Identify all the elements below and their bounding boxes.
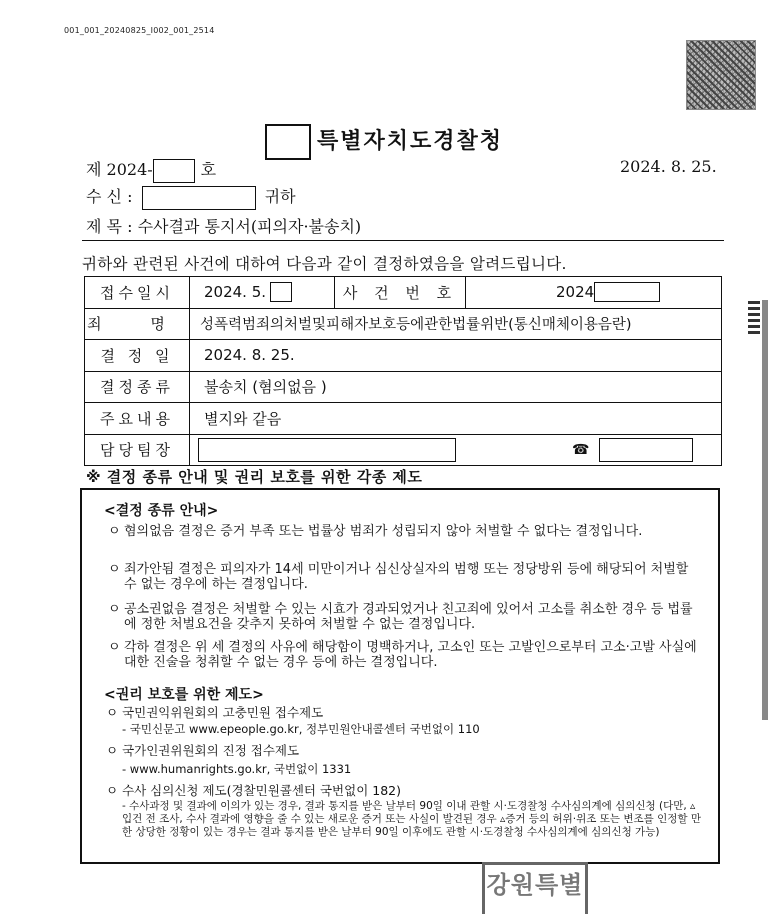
rights-detail: - www.humanrights.go.kr, 국번없이 1331 (122, 762, 352, 776)
divider (82, 240, 724, 241)
rights-detail: - 수사과정 및 결과에 이의가 있는 경우, 결과 통지를 받은 날부터 90일 이내 관할 시·도경찰청 수사심의계에 심의신청 (다만, ▵입건 전 조사, 수사 결과에 영향을 줄 수 있는 새로운 증거 또는 사실이 발견된 경우 ▵증거 등의 허위·위조 또는 변조를 인정할 만한 상당한 정황이 있는 경우는 결과 통지를 받은 날부터 90일 이후에도 관할 시·도경찰청 수사심의계에 심의신청 가능) (122, 800, 702, 838)
team-leader-label: 담당팀장 (85, 435, 190, 466)
document-id: 001_001_20240825_I002_001_2514 (64, 26, 215, 35)
notice-box (80, 488, 720, 864)
redacted-recipient (142, 186, 256, 210)
agency-name: 특별자치도경찰청 (316, 128, 504, 154)
case-no-label: 사 건 번 호 (335, 277, 466, 308)
qr-code (686, 40, 756, 110)
charge-label: 죄 명 (85, 309, 190, 340)
subject-line: 제 목 : 수사결과 통지서(피의자·불송치) (86, 217, 362, 236)
charge-value: 성폭력범죄의처벌및피해자보호등에관한법률위반(통신매체이용음란) (200, 317, 632, 334)
redacted-team-leader (198, 438, 456, 462)
document-date: 2024. 8. 25. (620, 157, 717, 176)
redacted-number (153, 159, 195, 183)
decision-type-value: 불송치 (혐의없음 ) (204, 378, 327, 397)
decision-date-label: 결 정 일 (85, 340, 190, 371)
scan-edge (762, 300, 768, 720)
case-no-value: 2024 (556, 283, 595, 302)
decision-type-label: 결정종류 (85, 372, 190, 403)
guide-title: <결정 종류 안내> (104, 503, 219, 519)
recipient-line: 수 신 : 귀하 (86, 184, 296, 210)
main-content-label: 주요내용 (85, 403, 190, 434)
received-value: 2024. 5. (204, 283, 267, 302)
table-row (85, 372, 721, 404)
main-content-value: 별지와 같음 (204, 409, 282, 428)
notice-heading: ※ 결정 종류 안내 및 권리 보호를 위한 각종 제도 (86, 468, 423, 486)
guide-item: ㅇ 죄가안됨 결정은 피의자가 14세 미만이거나 심신상실자의 범행 또는 정당방위 등에 해당되어 처벌할 수 없는 경우에 하는 결정입니다. (108, 562, 689, 592)
table-row (85, 435, 721, 466)
rights-detail: - 국민신문고 www.epeople.go.kr, 정부민원안내콜센터 국번없이 110 (122, 722, 480, 736)
redacted-phone (599, 438, 693, 462)
redacted-region (265, 124, 311, 160)
rights-item: ㅇ 국가인권위원회의 진정 접수제도 (106, 743, 300, 758)
decision-date-value: 2024. 8. 25. (204, 346, 295, 365)
rights-title: <권리 보호를 위한 제도> (104, 687, 264, 703)
guide-item: ㅇ 각하 결정은 위 세 결정의 사유에 해당함이 명백하거나, 고소인 또는 고발인으로부터 고소·고발 사실에 대한 진술을 청취할 수 없는 경우 등에 하는 결정입니다. (108, 640, 697, 670)
case-table (84, 276, 722, 466)
guide-item: ㅇ 혐의없음 결정은 증거 부족 또는 법률상 범죄가 성립되지 않아 처벌할 수 없다는 결정입니다. (108, 524, 643, 539)
agency-title (0, 124, 768, 160)
scan-margin-mark (748, 298, 760, 334)
rights-item: ㅇ 국민권익위원회의 고충민원 접수제도 (106, 705, 324, 720)
rights-item: ㅇ 수사 심의신청 제도(경찰민원콜센터 국번없이 182) (106, 783, 401, 798)
table-row (85, 340, 721, 372)
intro-text: 귀하와 관련된 사건에 대하여 다음과 같이 결정하였음을 알려드립니다. (82, 255, 567, 273)
phone-icon: ☎ (572, 441, 590, 458)
redacted-case-no (594, 282, 660, 302)
official-seal: 강원특별 (482, 862, 588, 914)
guide-item: ㅇ 공소권없음 결정은 처벌할 수 있는 시효가 경과되었거나 친고죄에 있어서 고소를 취소한 경우 등 법률에 정한 처벌요건을 갖추지 못하여 처벌할 수 없는 결정입니다. (108, 602, 693, 632)
table-row (85, 277, 721, 309)
document-number: 제 2024- 호 (86, 157, 216, 183)
received-label: 접수일시 (85, 277, 190, 308)
table-row (85, 309, 721, 341)
redacted-received (270, 282, 292, 302)
table-row (85, 403, 721, 435)
subject-text: 수사결과 통지서(피의자·불송치) (137, 217, 362, 236)
